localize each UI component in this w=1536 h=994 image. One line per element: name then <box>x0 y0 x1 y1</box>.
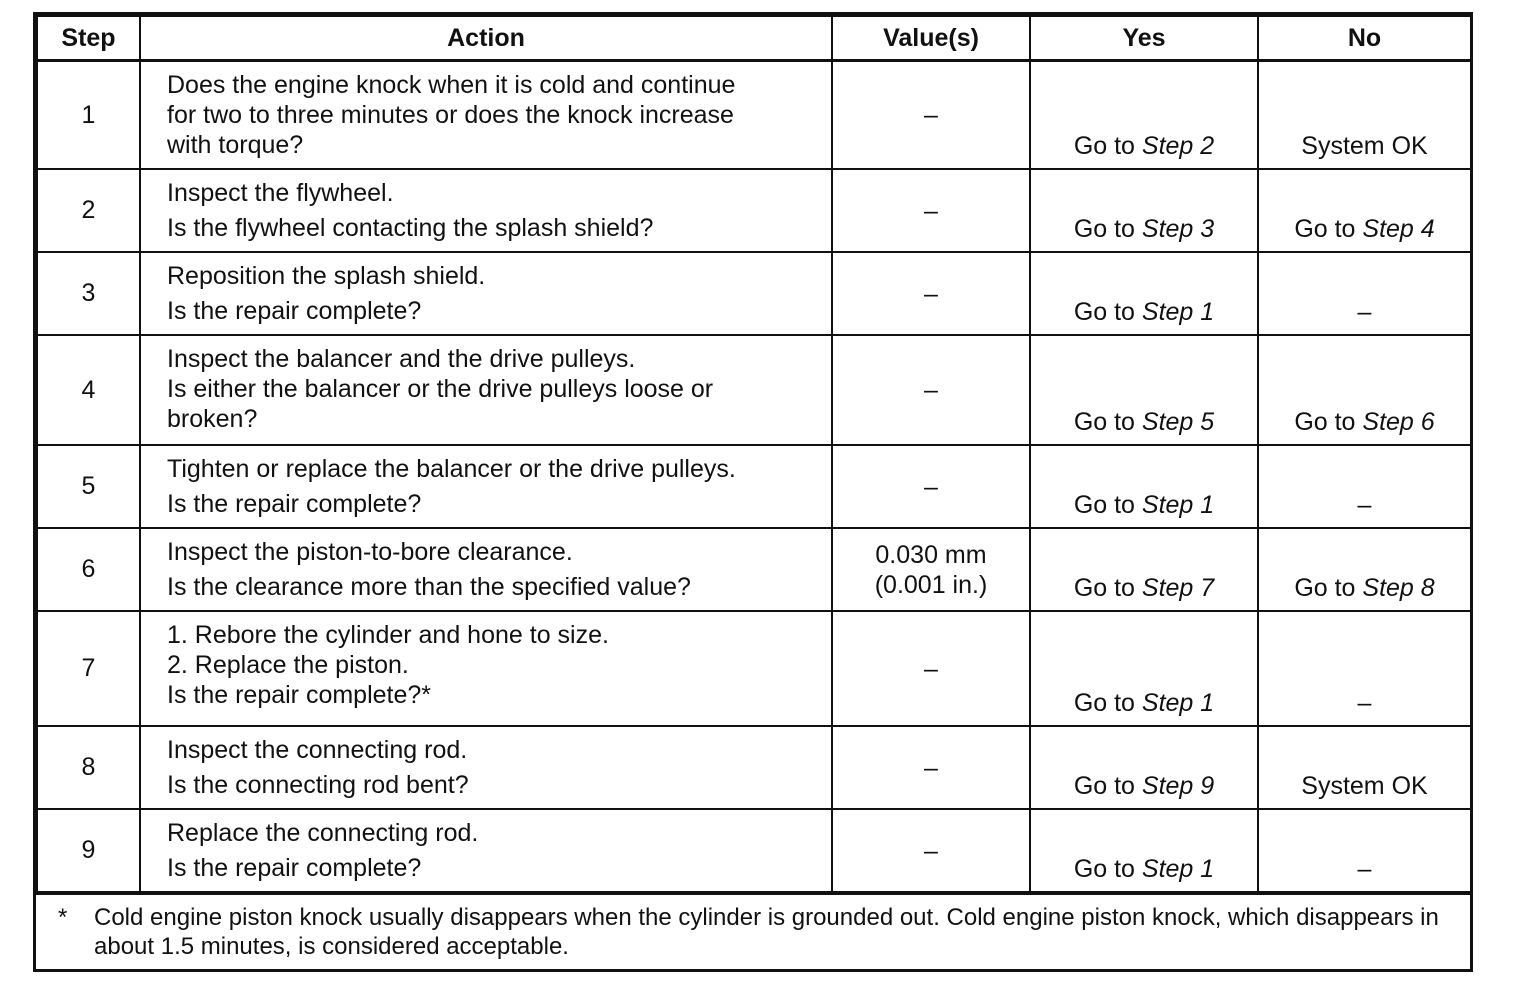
no-goto-step-link: Step 6 <box>1362 408 1435 436</box>
yes-goto-step-link: Step 5 <box>1141 408 1215 436</box>
action-line: with torque? <box>167 131 304 159</box>
yes-goto-step-link: Step 7 <box>1141 574 1215 602</box>
step-number: 3 <box>37 252 140 335</box>
value-line: 0.030 mm <box>875 540 987 569</box>
yes-cell <box>1030 611 1258 726</box>
no-result-text: Go to <box>1294 574 1363 602</box>
action-cell <box>140 611 832 726</box>
yes-goto-step-link: Step 1 <box>1141 298 1215 326</box>
header-step: Step <box>37 16 140 61</box>
table-row <box>37 726 1471 809</box>
table-row <box>37 335 1471 445</box>
yes-result-text: Go to <box>1073 132 1142 160</box>
action-line: Inspect the balancer and the drive pulleys. <box>167 345 636 373</box>
table-body <box>37 61 1471 893</box>
footnote-mark: * <box>58 904 68 931</box>
value-line: (0.001 in.) <box>874 570 988 599</box>
yes-result-text: Go to <box>1073 298 1142 326</box>
value-line: – <box>924 836 938 865</box>
value-line: – <box>924 101 938 129</box>
action-line: 2. Replace the piston. <box>167 651 409 679</box>
action-line: Is the repair complete?* <box>167 681 432 709</box>
step-number: 8 <box>37 726 140 809</box>
action-line: Reposition the splash shield. <box>167 262 486 290</box>
no-goto-step-link: Step 8 <box>1362 574 1435 602</box>
yes-cell <box>1030 335 1258 445</box>
header-yes: Yes <box>1030 16 1258 61</box>
yes-cell <box>1030 809 1258 892</box>
table-row <box>37 611 1471 726</box>
header-action: Action <box>140 16 832 61</box>
header-row <box>37 16 1471 61</box>
yes-cell <box>1030 445 1258 528</box>
step-number: 7 <box>37 611 140 726</box>
table-row <box>37 169 1471 252</box>
action-line: Is the flywheel contacting the splash shield? <box>167 214 654 242</box>
footnote <box>36 893 1470 969</box>
value-line: – <box>924 279 938 308</box>
header-values: Value(s) <box>832 16 1030 61</box>
action-line: Replace the connecting rod. <box>167 819 479 847</box>
step-number: 1 <box>37 61 140 170</box>
value-cell <box>832 611 1030 726</box>
no-cell <box>1258 528 1471 611</box>
no-cell <box>1258 252 1471 335</box>
action-line: Inspect the flywheel. <box>167 179 394 207</box>
value-cell <box>832 445 1030 528</box>
yes-result-text: Go to <box>1073 215 1142 243</box>
value-cell <box>832 528 1030 611</box>
no-cell <box>1258 335 1471 445</box>
yes-cell <box>1030 252 1258 335</box>
value-line: – <box>924 753 938 782</box>
action-line: Tighten or replace the balancer or the drive pulleys. <box>167 455 736 483</box>
action-line: Is the repair complete? <box>167 490 422 518</box>
action-line: Does the engine knock when it is cold and continue <box>167 71 736 99</box>
yes-goto-step-link: Step 9 <box>1141 772 1215 800</box>
action-cell <box>140 726 832 809</box>
yes-result-text: Go to <box>1073 574 1142 602</box>
no-cell <box>1258 169 1471 252</box>
value-line: – <box>924 472 938 501</box>
footnote-text: Cold engine piston knock usually disappears when the cylinder is grounded out. Cold engine piston knock, which disappears in about 1.5 minutes, is considered acceptable. <box>94 904 1439 960</box>
no-cell <box>1258 611 1471 726</box>
value-line: – <box>924 654 938 683</box>
no-result-text: – <box>1357 491 1372 519</box>
step-number: 2 <box>37 169 140 252</box>
action-cell <box>140 169 832 252</box>
action-line: Inspect the piston-to-bore clearance. <box>167 538 573 566</box>
yes-goto-step-link: Step 2 <box>1141 132 1215 160</box>
no-cell <box>1258 809 1471 892</box>
action-cell <box>140 335 832 445</box>
action-cell <box>140 809 832 892</box>
table-row <box>37 252 1471 335</box>
value-cell <box>832 809 1030 892</box>
no-cell <box>1258 445 1471 528</box>
no-goto-step-link: Step 4 <box>1362 215 1435 243</box>
action-line: Inspect the connecting rod. <box>167 736 468 764</box>
table-row <box>37 445 1471 528</box>
header-no: No <box>1258 16 1471 61</box>
action-cell <box>140 528 832 611</box>
value-cell <box>832 335 1030 445</box>
step-number: 9 <box>37 809 140 892</box>
action-line: Is the repair complete? <box>167 854 422 882</box>
action-line: Is the repair complete? <box>167 297 422 325</box>
table-row <box>37 809 1471 892</box>
yes-goto-step-link: Step 1 <box>1141 689 1215 717</box>
yes-goto-step-link: Step 1 <box>1141 491 1215 519</box>
yes-result-text: Go to <box>1073 772 1142 800</box>
value-cell <box>832 61 1030 170</box>
no-result-text: System OK <box>1301 772 1428 800</box>
action-line: Is the connecting rod bent? <box>167 771 469 799</box>
yes-result-text: Go to <box>1073 408 1142 436</box>
table-row <box>37 61 1471 170</box>
yes-result-text: Go to <box>1073 855 1142 883</box>
step-number: 6 <box>37 528 140 611</box>
yes-result-text: Go to <box>1073 491 1142 519</box>
yes-cell <box>1030 169 1258 252</box>
action-line: Is either the balancer or the drive pulleys loose or <box>167 375 714 403</box>
step-number: 4 <box>37 335 140 445</box>
action-line: for two to three minutes or does the knock increase <box>167 101 734 129</box>
value-cell <box>832 726 1030 809</box>
step-number: 5 <box>37 445 140 528</box>
no-result-text: – <box>1357 855 1372 883</box>
no-result-text: Go to <box>1294 408 1363 436</box>
yes-result-text: Go to <box>1073 689 1142 717</box>
value-line: – <box>924 376 938 404</box>
yes-cell <box>1030 528 1258 611</box>
diagnostic-table <box>36 15 1472 893</box>
action-line: Is the clearance more than the specified value? <box>167 573 691 601</box>
action-cell <box>140 252 832 335</box>
yes-cell <box>1030 61 1258 170</box>
table-row <box>37 528 1471 611</box>
value-cell <box>832 252 1030 335</box>
no-cell <box>1258 61 1471 170</box>
no-result-text: Go to <box>1294 215 1363 243</box>
no-result-text: – <box>1357 298 1372 326</box>
no-result-text: – <box>1357 689 1372 717</box>
yes-cell <box>1030 726 1258 809</box>
diagnostic-table-sheet <box>33 12 1473 972</box>
value-cell <box>832 169 1030 252</box>
yes-goto-step-link: Step 3 <box>1141 215 1215 243</box>
value-line: – <box>924 196 938 225</box>
no-result-text: System OK <box>1301 132 1428 160</box>
action-line: broken? <box>167 405 258 433</box>
action-cell <box>140 61 832 170</box>
action-line: 1. Rebore the cylinder and hone to size. <box>167 621 609 649</box>
no-cell <box>1258 726 1471 809</box>
action-cell <box>140 445 832 528</box>
yes-goto-step-link: Step 1 <box>1141 855 1215 883</box>
